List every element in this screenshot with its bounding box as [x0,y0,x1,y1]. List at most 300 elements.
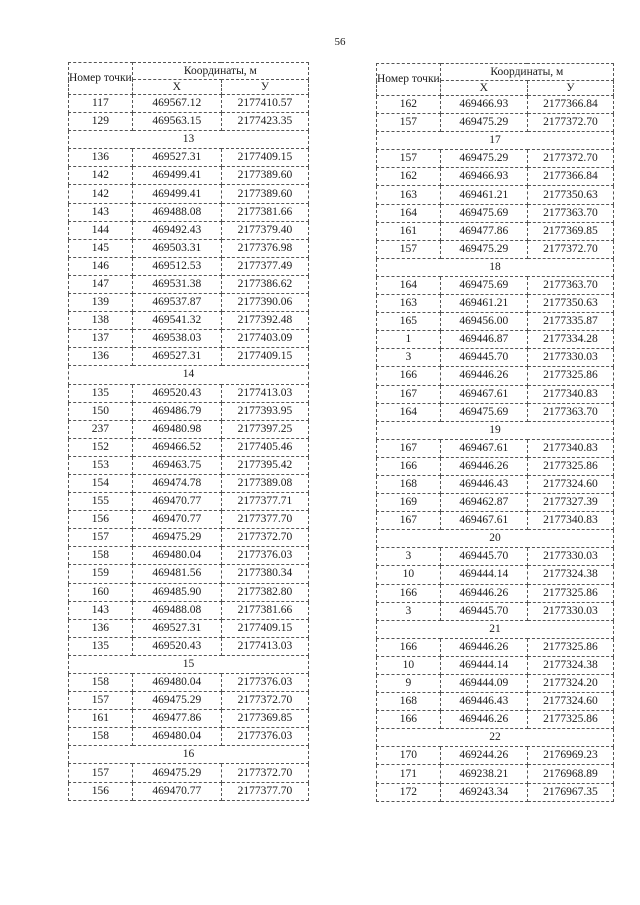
table-row [69,113,309,131]
cell-point-number: 137 [69,330,133,348]
cell-x: 469466.93 [440,168,527,186]
table-row [377,349,614,367]
table-row [69,710,309,728]
cell-x: 469537.87 [132,294,221,312]
table-row [69,330,309,348]
cell-y: 2177381.66 [221,601,308,619]
cell-point-number: 158 [69,728,133,746]
table-row [377,313,614,331]
table-row [377,693,614,711]
cell-point-number: 129 [69,113,133,131]
cell-y: 2177389.60 [221,167,308,185]
cell-y: 2177395.42 [221,456,308,474]
section-label: 21 [377,620,614,638]
cell-y: 2177393.95 [221,402,308,420]
section-row [69,746,309,764]
cell-point-number: 157 [377,240,441,258]
table-row [377,96,614,114]
cell-x: 469475.29 [132,529,221,547]
cell-point-number: 167 [377,512,441,530]
cell-y: 2177363.70 [527,403,613,421]
table-row [377,276,614,294]
cell-x: 469541.32 [132,312,221,330]
cell-point-number: 157 [69,529,133,547]
cell-x: 469446.26 [440,638,527,656]
table-row [69,95,309,113]
cell-y: 2177386.62 [221,275,308,293]
cell-x: 469520.43 [132,384,221,402]
cell-point-number: 139 [69,294,133,312]
cell-point-number: 135 [69,384,133,402]
table-row [69,674,309,692]
table-row [69,565,309,583]
cell-y: 2177366.84 [527,168,613,186]
cell-point-number: 117 [69,95,133,113]
cell-x: 469463.75 [132,456,221,474]
cell-point-number: 163 [377,295,441,313]
cell-y: 2177413.03 [221,637,308,655]
table-row [69,493,309,511]
cell-y: 2177372.70 [527,150,613,168]
cell-x: 469244.26 [440,747,527,765]
table-row [377,222,614,240]
cell-point-number: 157 [69,764,133,782]
cell-point-number: 166 [377,584,441,602]
cell-x: 469466.93 [440,96,527,114]
cell-y: 2177334.28 [527,331,613,349]
table-row [377,457,614,475]
cell-x: 469462.87 [440,494,527,512]
cell-x: 469444.14 [440,656,527,674]
cell-y: 2177372.70 [221,764,308,782]
cell-y: 2177390.06 [221,294,308,312]
cell-point-number: 150 [69,402,133,420]
cell-point-number: 166 [377,711,441,729]
table-row [377,548,614,566]
cell-x: 469475.69 [440,403,527,421]
cell-y: 2177376.98 [221,239,308,257]
cell-point-number: 142 [69,167,133,185]
cell-x: 469480.04 [132,547,221,565]
cell-y: 2177409.15 [221,619,308,637]
cell-y: 2177376.03 [221,547,308,565]
section-label: 16 [69,746,309,764]
cell-y: 2177325.86 [527,367,613,385]
table-row [69,257,309,275]
cell-x: 469475.69 [440,204,527,222]
cell-y: 2177340.83 [527,439,613,457]
cell-y: 2177379.40 [221,221,308,239]
cell-x: 469481.56 [132,565,221,583]
section-row [69,366,309,384]
cell-x: 469512.53 [132,257,221,275]
table-row [69,529,309,547]
section-label: 19 [377,421,614,439]
cell-y: 2177330.03 [527,548,613,566]
cell-point-number: 166 [377,367,441,385]
cell-point-number: 136 [69,149,133,167]
header-coordinates: Координаты, м [132,63,308,80]
table-row [69,420,309,438]
cell-point-number: 164 [377,403,441,421]
cell-y: 2177350.63 [527,186,613,204]
table-row [69,294,309,312]
cell-y: 2177380.34 [221,565,308,583]
table-row [377,711,614,729]
table-row [69,221,309,239]
cell-point-number: 157 [69,692,133,710]
cell-point-number: 142 [69,185,133,203]
cell-y: 2177413.03 [221,384,308,402]
table-row [69,239,309,257]
page-number: 56 [334,36,346,48]
table-row [377,747,614,765]
cell-x: 469475.29 [440,240,527,258]
table-row [69,275,309,293]
table-row [69,456,309,474]
cell-y: 2177392.48 [221,312,308,330]
cell-y: 2177397.25 [221,420,308,438]
cell-y: 2177376.03 [221,728,308,746]
cell-y: 2177389.60 [221,185,308,203]
cell-x: 469567.12 [132,95,221,113]
section-row [377,729,614,747]
cell-x: 469485.90 [132,583,221,601]
cell-x: 469445.70 [440,349,527,367]
cell-x: 469470.77 [132,782,221,800]
header-point-number: Номер точки [377,64,441,96]
table-row [377,602,614,620]
cell-x: 469477.86 [440,222,527,240]
cell-x: 469446.43 [440,475,527,493]
cell-x: 469446.26 [440,584,527,602]
cell-point-number: 156 [69,782,133,800]
table-row [377,295,614,313]
cell-point-number: 165 [377,313,441,331]
cell-x: 469503.31 [132,239,221,257]
cell-y: 2177377.49 [221,257,308,275]
cell-x: 469461.21 [440,186,527,204]
cell-point-number: 164 [377,204,441,222]
cell-point-number: 160 [69,583,133,601]
cell-y: 2177325.86 [527,584,613,602]
cell-point-number: 170 [377,747,441,765]
section-label: 18 [377,258,614,276]
cell-point-number: 166 [377,638,441,656]
cell-x: 469475.29 [440,150,527,168]
cell-y: 2177340.83 [527,512,613,530]
cell-x: 469475.69 [440,276,527,294]
table-row [377,656,614,674]
table-row [69,149,309,167]
cell-y: 2177377.71 [221,493,308,511]
cell-x: 469477.86 [132,710,221,728]
table-row [69,203,309,221]
table-row [377,475,614,493]
section-row [377,620,614,638]
cell-y: 2177410.57 [221,95,308,113]
cell-x: 469499.41 [132,167,221,185]
table-row [69,348,309,366]
cell-point-number: 9 [377,675,441,693]
header-y: У [527,81,613,96]
cell-y: 2177324.38 [527,656,613,674]
table-row [69,438,309,456]
section-row [377,421,614,439]
section-label: 15 [69,655,309,673]
table-row [69,619,309,637]
table-row [377,204,614,222]
cell-x: 469480.04 [132,674,221,692]
table-row [69,511,309,529]
table-row [69,764,309,782]
cell-x: 469531.38 [132,275,221,293]
cell-x: 469563.15 [132,113,221,131]
cell-point-number: 147 [69,275,133,293]
cell-x: 469492.43 [132,221,221,239]
cell-x: 469445.70 [440,602,527,620]
cell-point-number: 155 [69,493,133,511]
section-label: 14 [69,366,309,384]
cell-point-number: 166 [377,457,441,475]
cell-y: 2177324.38 [527,566,613,584]
table-row [69,402,309,420]
cell-point-number: 3 [377,602,441,620]
cell-y: 2176968.89 [527,765,613,783]
section-row [377,258,614,276]
cell-y: 2177325.86 [527,711,613,729]
cell-point-number: 152 [69,438,133,456]
cell-y: 2177372.70 [221,692,308,710]
cell-point-number: 157 [377,150,441,168]
cell-x: 469445.70 [440,548,527,566]
cell-y: 2177324.60 [527,475,613,493]
cell-y: 2177324.60 [527,693,613,711]
cell-y: 2177382.80 [221,583,308,601]
header-x: X [440,81,527,96]
section-row [377,132,614,150]
cell-x: 469444.14 [440,566,527,584]
cell-point-number: 171 [377,765,441,783]
table-row [377,240,614,258]
table-row [377,439,614,457]
cell-point-number: 143 [69,203,133,221]
table-row [69,384,309,402]
cell-point-number: 135 [69,637,133,655]
cell-point-number: 168 [377,475,441,493]
cell-point-number: 161 [69,710,133,728]
cell-point-number: 136 [69,619,133,637]
section-label: 22 [377,729,614,747]
cell-y: 2177330.03 [527,349,613,367]
cell-y: 2177403.09 [221,330,308,348]
cell-point-number: 143 [69,601,133,619]
cell-x: 469488.08 [132,203,221,221]
header-y: У [221,80,308,95]
cell-x: 469527.31 [132,619,221,637]
header-x: X [132,80,221,95]
cell-y: 2177372.70 [527,240,613,258]
cell-point-number: 153 [69,456,133,474]
cell-y: 2176969.23 [527,747,613,765]
table-row [377,114,614,132]
cell-y: 2177350.63 [527,295,613,313]
cell-x: 469467.61 [440,385,527,403]
cell-y: 2177327.39 [527,494,613,512]
cell-x: 469475.29 [440,114,527,132]
cell-y: 2177377.70 [221,782,308,800]
header-coordinates: Координаты, м [440,64,613,81]
cell-point-number: 156 [69,511,133,529]
cell-x: 469446.43 [440,693,527,711]
cell-x: 469466.52 [132,438,221,456]
table-row [69,601,309,619]
table-row [377,150,614,168]
table-row [377,403,614,421]
cell-point-number: 168 [377,693,441,711]
table-row [377,584,614,602]
table-row [69,185,309,203]
cell-point-number: 158 [69,547,133,565]
cell-y: 2177409.15 [221,348,308,366]
cell-y: 2177423.35 [221,113,308,131]
table-row [377,638,614,656]
table-row [377,783,614,801]
cell-point-number: 164 [377,276,441,294]
cell-x: 469486.79 [132,402,221,420]
cell-y: 2177376.03 [221,674,308,692]
cell-point-number: 162 [377,168,441,186]
cell-y: 2176967.35 [527,783,613,801]
cell-x: 469470.77 [132,493,221,511]
section-row [69,655,309,673]
table-row [377,367,614,385]
table-row [377,168,614,186]
cell-y: 2177405.46 [221,438,308,456]
cell-point-number: 136 [69,348,133,366]
cell-point-number: 144 [69,221,133,239]
table-row [69,637,309,655]
table-row [69,474,309,492]
cell-y: 2177330.03 [527,602,613,620]
coordinates-table-right [376,63,614,802]
cell-x: 469475.29 [132,692,221,710]
cell-x: 469238.21 [440,765,527,783]
cell-x: 469480.04 [132,728,221,746]
cell-point-number: 146 [69,257,133,275]
cell-y: 2177325.86 [527,457,613,475]
cell-point-number: 145 [69,239,133,257]
cell-x: 469474.78 [132,474,221,492]
cell-y: 2177409.15 [221,149,308,167]
cell-y: 2177372.70 [527,114,613,132]
cell-point-number: 138 [69,312,133,330]
cell-y: 2177363.70 [527,204,613,222]
table-row [377,494,614,512]
header-point-number: Номер точки [69,63,133,95]
cell-y: 2177389.08 [221,474,308,492]
cell-y: 2177381.66 [221,203,308,221]
cell-x: 469480.98 [132,420,221,438]
cell-x: 469446.26 [440,367,527,385]
cell-point-number: 158 [69,674,133,692]
cell-point-number: 162 [377,96,441,114]
cell-point-number: 10 [377,566,441,584]
cell-point-number: 169 [377,494,441,512]
table-row [377,331,614,349]
cell-x: 469446.26 [440,711,527,729]
cell-point-number: 1 [377,331,441,349]
cell-y: 2177369.85 [221,710,308,728]
cell-point-number: 3 [377,548,441,566]
table-row [69,583,309,601]
section-label: 13 [69,131,309,149]
cell-y: 2177340.83 [527,385,613,403]
table-row [69,312,309,330]
table-row [69,692,309,710]
cell-x: 469499.41 [132,185,221,203]
cell-y: 2177325.86 [527,638,613,656]
section-label: 17 [377,132,614,150]
cell-x: 469470.77 [132,511,221,529]
cell-x: 469527.31 [132,348,221,366]
table-row [377,566,614,584]
cell-point-number: 3 [377,349,441,367]
cell-point-number: 159 [69,565,133,583]
table-row [377,186,614,204]
table-row [377,385,614,403]
cell-x: 469475.29 [132,764,221,782]
cell-y: 2177363.70 [527,276,613,294]
cell-x: 469538.03 [132,330,221,348]
cell-point-number: 237 [69,420,133,438]
cell-x: 469488.08 [132,601,221,619]
cell-point-number: 10 [377,656,441,674]
table-row [69,167,309,185]
cell-y: 2177335.87 [527,313,613,331]
table-row [69,782,309,800]
section-row [69,131,309,149]
cell-point-number: 163 [377,186,441,204]
cell-y: 2177372.70 [221,529,308,547]
cell-point-number: 167 [377,439,441,457]
cell-x: 469243.34 [440,783,527,801]
cell-y: 2177366.84 [527,96,613,114]
table-row [69,547,309,565]
cell-x: 469461.21 [440,295,527,313]
cell-point-number: 154 [69,474,133,492]
table-row [377,765,614,783]
table-row [69,728,309,746]
coordinates-table-left [68,62,309,801]
cell-point-number: 172 [377,783,441,801]
cell-y: 2177377.70 [221,511,308,529]
cell-x: 469467.61 [440,512,527,530]
cell-y: 2177324.20 [527,675,613,693]
table-row [377,512,614,530]
section-row [377,530,614,548]
cell-x: 469467.61 [440,439,527,457]
cell-x: 469520.43 [132,637,221,655]
cell-x: 469446.87 [440,331,527,349]
cell-x: 469456.00 [440,313,527,331]
cell-point-number: 167 [377,385,441,403]
cell-point-number: 161 [377,222,441,240]
cell-x: 469446.26 [440,457,527,475]
table-row [377,675,614,693]
section-label: 20 [377,530,614,548]
cell-point-number: 157 [377,114,441,132]
